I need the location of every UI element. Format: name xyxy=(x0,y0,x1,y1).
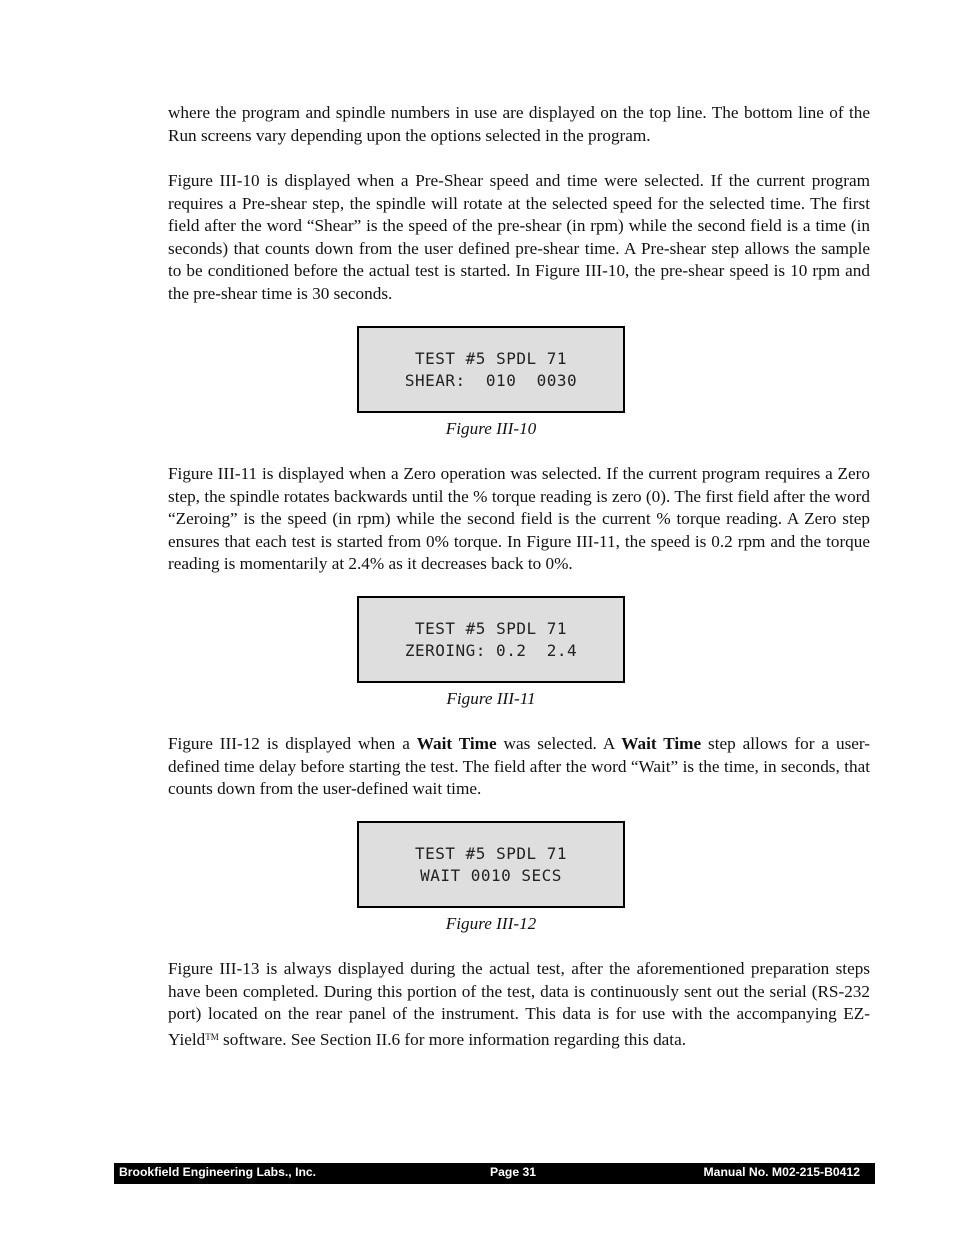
figure-caption: Figure III-10 xyxy=(445,419,537,438)
paragraph-text: Figure III-13 is always displayed during the actual test, after the aforementioned preparation steps have been completed. During this portion of the test, data is continuously sent out the serial (RS-232 port) located on the rear panel of the instrument. This data is for use with the accompanying EZ-Yield xyxy=(168,959,870,1049)
paragraph-text: Figure III-12 is displayed when a xyxy=(168,734,417,753)
lcd-line-2: WAIT 0010 SECS xyxy=(420,865,562,885)
lcd-display-figure-iii-12 xyxy=(357,821,625,908)
figure-caption: Figure III-12 xyxy=(445,914,537,933)
lcd-display-figure-iii-11 xyxy=(357,596,625,683)
lcd-line-2: ZEROING: 0.2 2.4 xyxy=(404,640,578,660)
lcd-line-1: TEST #5 SPDL 71 xyxy=(415,618,567,638)
trademark-mark: TM xyxy=(205,1031,219,1042)
paragraph-test-display xyxy=(168,958,870,1051)
paragraph-pre-shear: Figure III-10 is displayed when a Pre-Shear speed and time were selected. If the current program requires a Pre-shear step, the spindle will rotate at the selected speed for the selected time. The first field after the word “Shear” is the speed of the pre-shear (in rpm) while the second field is a time (in seconds) that counts down from the user defined pre-shear time. A Pre-shear step allows the sample to be conditioned before the actual test is started. In Figure III-10, the pre-shear speed is 10 rpm and the pre-shear time is 30 seconds. xyxy=(168,171,870,303)
paragraph-zero-operation: Figure III-11 is displayed when a Zero operation was selected. If the current program requires a Zero step, the spindle rotates backwards until the % torque reading is zero (0). The first field after the word “Zeroing” is the speed (in rpm) while the second field is the current % torque reading. A Zero step ensures that each test is started from 0% torque. In Figure III-11, the speed is 0.2 rpm and the torque reading is momentarily at 2.4% as it decreases back to 0%. xyxy=(168,464,870,574)
bold-term-wait-time: Wait Time xyxy=(621,734,702,753)
bold-term-wait-time: Wait Time xyxy=(416,734,497,753)
footer-page-number: Page 31 xyxy=(490,1165,537,1179)
lcd-line-2: SHEAR: 010 0030 xyxy=(404,370,578,390)
lcd-line-1: TEST #5 SPDL 71 xyxy=(415,348,567,368)
page-footer xyxy=(114,1163,875,1184)
footer-manual-number: Manual No. M02-215-B0412 xyxy=(703,1165,860,1179)
lcd-line-1: TEST #5 SPDL 71 xyxy=(415,843,567,863)
paragraph-text: software. See Section II.6 for more information regarding this data. xyxy=(218,1029,687,1049)
lcd-display-figure-iii-10 xyxy=(357,326,625,413)
paragraph-run-screens: where the program and spindle numbers in use are displayed on the top line. The bottom line of the Run screens vary depending upon the options selected in the program. xyxy=(168,103,870,145)
paragraph-text: was selected. A xyxy=(496,734,622,753)
figure-caption: Figure III-11 xyxy=(446,689,536,708)
paragraph-wait-time xyxy=(168,733,870,801)
paragraph-text: step allows for a user-defined time delay before starting the test. The field after the word “Wait” is the time, in seconds, that counts down from the user-defined wait time. xyxy=(168,734,871,799)
footer-company: Brookfield Engineering Labs., Inc. xyxy=(119,1165,317,1179)
